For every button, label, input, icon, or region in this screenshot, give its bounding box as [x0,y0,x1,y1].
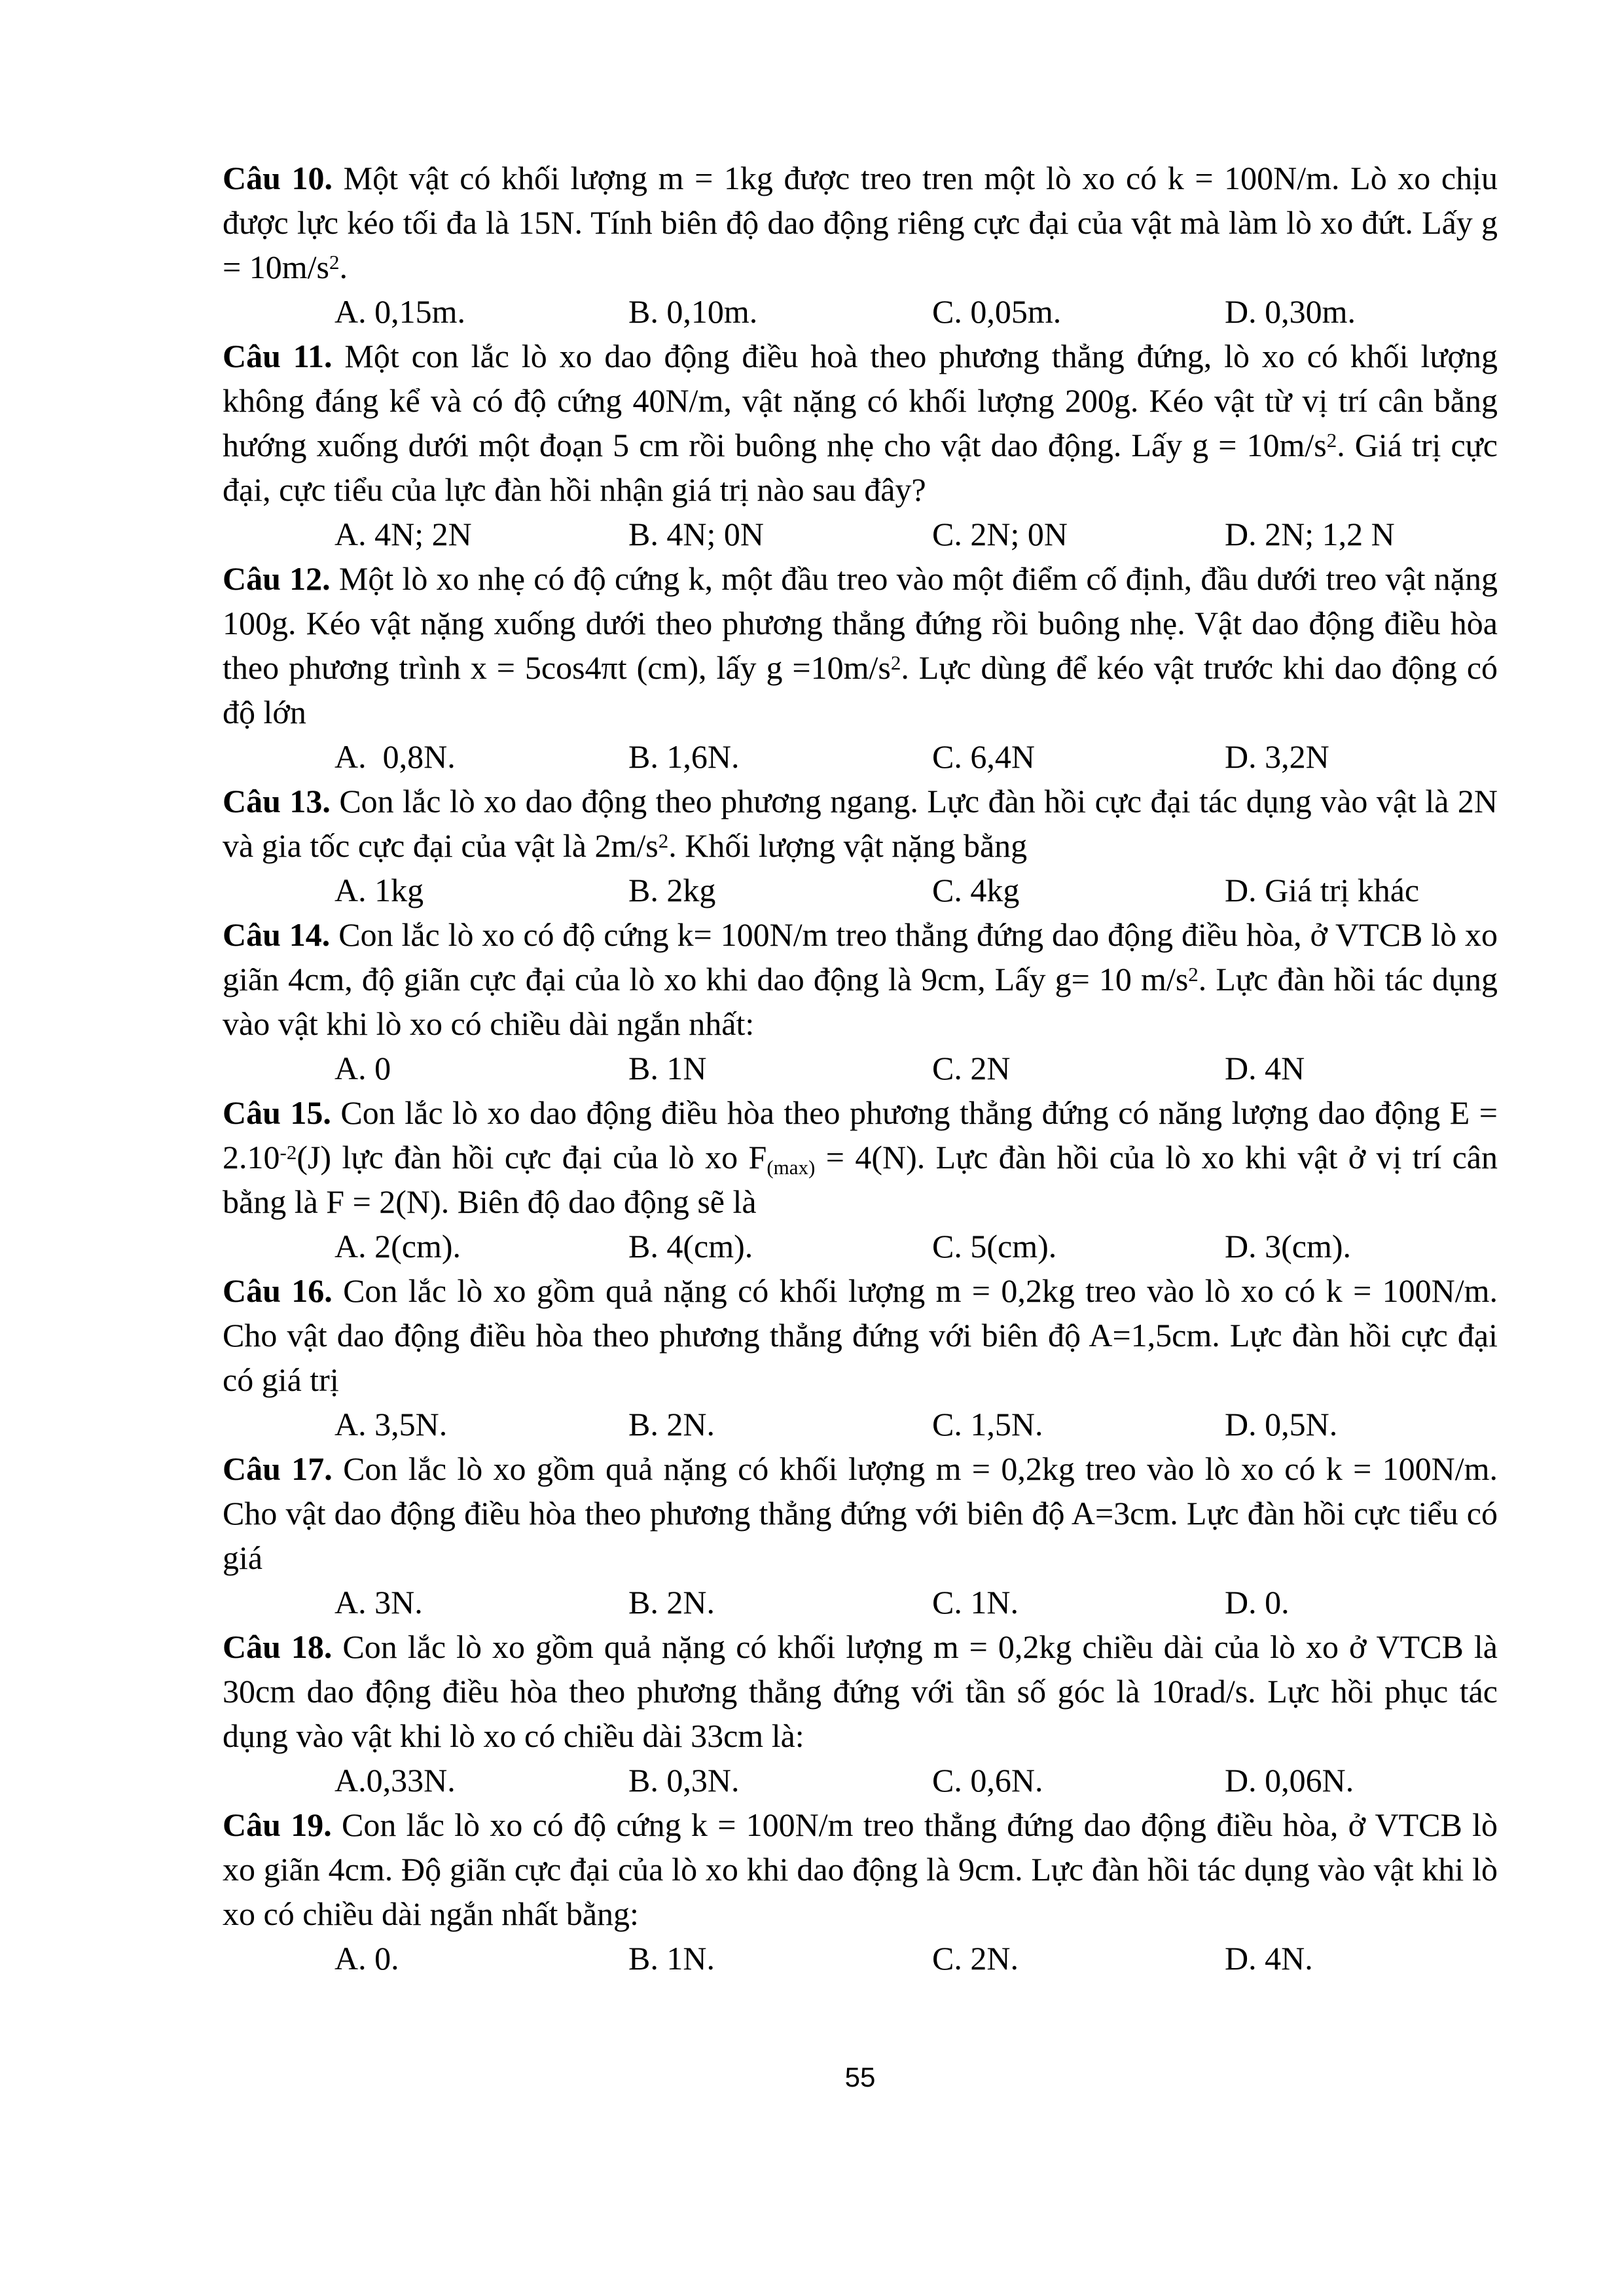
question-body-text: Một vật có khối lượng m = 1kg được treo tren một lò xo có k = 100N/m. Lò xo chịu được lực kéo tối đa là 15N. Tính biên độ dao động riêng cực đại của vật mà làm lò xo đứt. Lấy $g = 10m/s^2$. [223,160,1498,285]
question-text [223,1803,1498,1936]
answer-option-c: C. 1N. [932,1584,1019,1621]
question-label: Câu 11. [223,338,345,374]
answer-option-c: C. 2N [932,1050,1011,1086]
answer-option-a: A. 0 [334,1050,391,1086]
question-text [223,1090,1498,1224]
answer-option-d: D. 2N; 1,2 N [1225,516,1395,552]
answer-option-c: C. 0,6N. [932,1762,1043,1799]
question-body-text: Con lắc lò xo dao động điều hòa theo phương thẳng đứng có năng lượng dao động $E = 2.10^{-2}(J)$ lực đàn hồi cực đại của lò xo $F_{(max)} = 4(N)$. Lực đàn hồi của lò xo khi vật ở vị trí cân bằng là F = 2(N). Biên độ dao động sẽ là [223,1094,1498,1220]
question-list [223,156,1498,1981]
answer-option-d: D. 0,30m. [1225,293,1356,330]
question-label: Câu 15. [223,1094,341,1131]
answer-option-a: A. 2(cm). [334,1228,461,1265]
answer-options-row [223,1046,1498,1090]
answer-options-row [223,1758,1498,1803]
answer-option-c: C. 2N; 0N [932,516,1068,552]
answer-options-row [223,734,1498,779]
answer-option-b: B. 2N. [628,1406,715,1443]
answer-option-d: D. 0. [1225,1584,1290,1621]
answer-options-row [223,1580,1498,1624]
question-block [223,334,1498,556]
question-text [223,334,1498,512]
answer-option-b: B. 2kg [628,872,716,908]
answer-option-c: C. 2N. [932,1940,1019,1977]
answer-option-c: C. 4kg [932,872,1020,908]
superscript: 2 [658,829,669,853]
question-text [223,1446,1498,1580]
question-label: Câu 14. [223,916,339,953]
answer-option-a: A. 3,5N. [334,1406,448,1443]
answer-option-d: D. 4N. [1225,1940,1313,1977]
page-number: 55 [844,2062,876,2092]
question-block [223,1268,1498,1446]
question-text [223,1268,1498,1402]
answer-options-row [223,1936,1498,1981]
question-label: Câu 18. [223,1628,343,1665]
answer-options-row [223,1224,1498,1268]
question-label: Câu 16. [223,1272,344,1309]
question-body-text: Con lắc lò xo có độ cứng k= 100N/m treo thẳng đứng dao động điều hòa, ở VTCB lò xo giãn 4cm, độ giãn cực đại của lò xo khi dao động là 9cm, Lấy g= 10 $m/s^2$. Lực đàn hồi tác dụng vào vật khi lò xo có chiều dài ngắn nhất: [223,916,1498,1042]
answer-option-c: C. 0,05m. [932,293,1062,330]
answer-options-row [223,512,1498,556]
question-block [223,779,1498,912]
answer-option-a: A. 1kg [334,872,424,908]
answer-option-c: C. 1,5N. [932,1406,1043,1443]
question-block [223,1624,1498,1803]
question-label: Câu 19. [223,1806,342,1843]
answer-option-a: A. 3N. [334,1584,423,1621]
question-label: Câu 17. [223,1450,344,1487]
answer-option-d: D. 3(cm). [1225,1228,1351,1265]
question-label: Câu 13. [223,783,340,819]
question-body-text: Một con lắc lò xo dao động điều hoà theo phương thẳng đứng, lò xo có khối lượng không đáng kể và có độ cứng 40N/m, vật nặng có khối lượng 200g. Kéo vật từ vị trí cân bằng hướng xuống dưới một đoạn 5 cm rồi buông nhẹ cho vật dao động. Lấy $g = 10m/s^2$. Giá trị cực đại, cực tiểu của lực đàn hồi nhận giá trị nào sau đây? [223,338,1498,508]
question-block [223,912,1498,1090]
question-block [223,556,1498,779]
question-label: Câu 12. [223,560,339,597]
answer-option-b: B. 1N. [628,1940,715,1977]
superscript: -2 [280,1141,297,1164]
question-text [223,779,1498,868]
answer-option-a: A. 0,15m. [334,293,465,330]
question-text [223,156,1498,289]
answer-option-b: B. 1N [628,1050,707,1086]
answer-option-d: D. 4N [1225,1050,1305,1086]
question-text [223,556,1498,734]
question-body-text: Con lắc lò xo gồm quả nặng có khối lượng m = 0,2kg treo vào lò xo có k = 100N/m. Cho vật dao động điều hòa theo phương thẳng đứng với biên độ A=1,5cm. Lực đàn hồi cực đại có giá trị [223,1272,1498,1398]
subscript: (max) [767,1155,816,1179]
answer-option-b: B. 1,6N. [628,738,740,775]
answer-option-c: C. 6,4N [932,738,1035,775]
superscript: 2 [1326,429,1337,452]
question-block [223,1090,1498,1268]
answer-options-row [223,868,1498,912]
question-block [223,1803,1498,1981]
question-body-text: Con lắc lò xo có độ cứng k = 100N/m treo thẳng đứng dao động điều hòa, ở VTCB lò xo giãn 4cm. Độ giãn cực đại của lò xo khi dao động là 9cm. Lực đàn hồi tác dụng vào vật khi lò xo có chiều dài ngắn nhất bằng: [223,1806,1498,1932]
answer-option-d: D. Giá trị khác [1225,872,1420,908]
question-body-text: Con lắc lò xo dao động theo phương ngang. Lực đàn hồi cực đại tác dụng vào vật là 2N và gia tốc cực đại của vật là $2m/s^2$. Khối lượng vật nặng bằng [223,783,1498,864]
question-body-text: Con lắc lò xo gồm quả nặng có khối lượng m = 0,2kg chiều dài của lò xo ở VTCB là 30cm dao động điều hòa theo phương thẳng đứng với tần số góc là 10rad/s. Lực hồi phục tác dụng vào vật khi lò xo có chiều dài 33cm là: [223,1628,1498,1754]
answer-option-b: B. 2N. [628,1584,715,1621]
answer-option-d: D. 0,5N. [1225,1406,1338,1443]
question-block [223,1446,1498,1624]
answer-option-b: B. 4(cm). [628,1228,753,1265]
question-block [223,156,1498,334]
question-label: Câu 10. [223,160,344,196]
answer-option-c: C. 5(cm). [932,1228,1057,1265]
answer-options-row [223,289,1498,334]
question-body-text: Con lắc lò xo gồm quả nặng có khối lượng m = 0,2kg treo vào lò xo có k = 100N/m. Cho vật dao động điều hòa theo phương thẳng đứng với biên độ A=3cm. Lực đàn hồi cực tiểu có giá [223,1450,1498,1576]
question-body-text: Một lò xo nhẹ có độ cứng k, một đầu treo vào một điểm cố định, đầu dưới treo vật nặng 100g. Kéo vật nặng xuống dưới theo phương thẳng đứng rồi buông nhẹ. Vật dao động điều hòa theo phương trình x = 5cos4πt (cm), lấy $g =10m/s^2$. Lực dùng để kéo vật trước khi dao động có độ lớn [223,560,1498,730]
answer-option-a: A. 4N; 2N [334,516,472,552]
answer-option-b: B. 0,10m. [628,293,758,330]
superscript: 2 [890,651,901,675]
superscript: 2 [329,251,340,274]
question-text [223,912,1498,1046]
question-text [223,1624,1498,1758]
answer-option-b: B. 0,3N. [628,1762,740,1799]
answer-option-a: A. 0. [334,1940,399,1977]
answer-option-a: A.0,33N. [334,1762,456,1799]
answer-option-d: D. 0,06N. [1225,1762,1354,1799]
answer-option-a: A. 0,8N. [334,738,456,775]
superscript: 2 [1188,963,1199,986]
answer-options-row [223,1402,1498,1446]
answer-option-b: B. 4N; 0N [628,516,764,552]
answer-option-d: D. 3,2N [1225,738,1329,775]
